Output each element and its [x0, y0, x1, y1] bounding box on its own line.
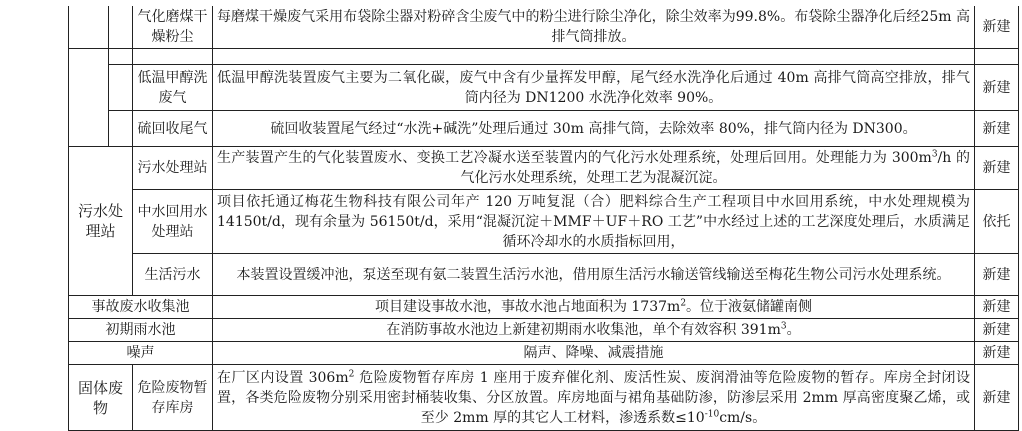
item-description: 在消防事故水池边上新建初期雨水收集池，单个有效容积 $391m^3$。 — [213, 319, 975, 342]
item-name: 气化磨煤干燥粉尘 — [133, 6, 213, 49]
status-cell: 新建 — [975, 6, 1019, 49]
table-row — [69, 190, 1019, 254]
item-description: 本装置设置缓冲池，泵送至现有氨二装置生活污水池，借用原生活污水输送管线输送至梅花生物公司污水处理系统。 — [213, 254, 975, 296]
item-name: 危险废物暂存库房 — [133, 365, 213, 431]
item-description: 每磨煤干燥废气采用布袋除尘器对粉碎含尘废气中的粉尘进行除尘净化，除尘效率为99.8%。布袋除尘器净化后经25m 高排气筒排放。 — [213, 6, 975, 49]
status-cell: 新建 — [975, 296, 1019, 319]
status-cell: 新建 — [975, 65, 1019, 111]
group-label: 污水处理站 — [69, 147, 133, 296]
item-name: 中水回用水处理站 — [133, 190, 213, 254]
status-cell: 新建 — [975, 319, 1019, 342]
status-cell: 新建 — [975, 365, 1019, 431]
item-name: 硫回收尾气 — [133, 111, 213, 147]
status-cell: 依托 — [975, 190, 1019, 254]
item-name: 噪声 — [69, 342, 213, 365]
table-row — [69, 6, 1019, 49]
table-row — [69, 296, 1019, 319]
group-label: 固体废物 — [69, 365, 133, 431]
item-description: 生产装置产生的气化装置废水、变换工艺冷凝水送至装置内的气化污水处理系统，处理后回用。处理能力为 $300m^3/h$ 的气化污水处理系统，处理工艺为混凝沉淀。 — [213, 147, 975, 190]
item-description: 在厂区内设置 $306m^2$ 危险废物暂存库房 1 座用于废弃催化剂、废活性炭、废润滑油等危险废物的暂存。库房全封闭设置，各类危险废物分别采用密封桶装收集、分区放置。库房地面与裙角基础防渗，防渗层采用 2mm 厚高密度聚乙烯，或至少 2mm 厚的其它人工材料，渗透系数$\le 10^{-10}cm/s$。 — [213, 365, 975, 431]
item-name: 生活污水 — [133, 254, 213, 296]
item-description: 项目建设事故水池，事故水池占地面积为 $1737m^2$。位于液氨储罐南侧 — [213, 296, 975, 319]
table-row — [69, 49, 1019, 65]
item-description: 硫回收装置尾气经过“水洗+碱洗”处理后通过 30m 高排气筒，去除效率 80%，排气筒内径为 DN300。 — [213, 111, 975, 147]
table-row — [69, 147, 1019, 190]
table-row — [69, 365, 1019, 431]
environmental-measures-table — [68, 6, 1019, 431]
item-name: 低温甲醇洗废气 — [133, 65, 213, 111]
item-description: 低温甲醇洗装置废气主要为二氧化碳，废气中含有少量挥发甲醇，尾气经水洗净化后通过 40m 高排气筒高空排放，排气筒内径为 DN1200 水洗净化效率 90%。 — [213, 65, 975, 111]
item-name: 初期雨水池 — [69, 319, 213, 342]
table-row — [69, 65, 1019, 111]
table-row — [69, 319, 1019, 342]
item-name: 污水处理站 — [133, 147, 213, 190]
table-row — [69, 254, 1019, 296]
item-description: 隔声、降噪、减震措施 — [213, 342, 975, 365]
table-row — [69, 342, 1019, 365]
item-description: 项目依托通辽梅花生物科技有限公司年产 120 万吨复混（合）肥料综合生产工程项目中水回用系统，中水处理规模为 14150t/d，现有余量为 56150t/d，采用“混凝沉淀＋MMF＋UF＋RO 工艺”中水经过上述的工艺深度处理后，水质满足循环冷却水的水质指标回用， — [213, 190, 975, 254]
status-cell: 新建 — [975, 254, 1019, 296]
table-row — [69, 111, 1019, 147]
item-name: 事故废水收集池 — [69, 296, 213, 319]
status-cell: 新建 — [975, 111, 1019, 147]
status-cell: 新建 — [975, 147, 1019, 190]
status-cell: 新建 — [975, 342, 1019, 365]
